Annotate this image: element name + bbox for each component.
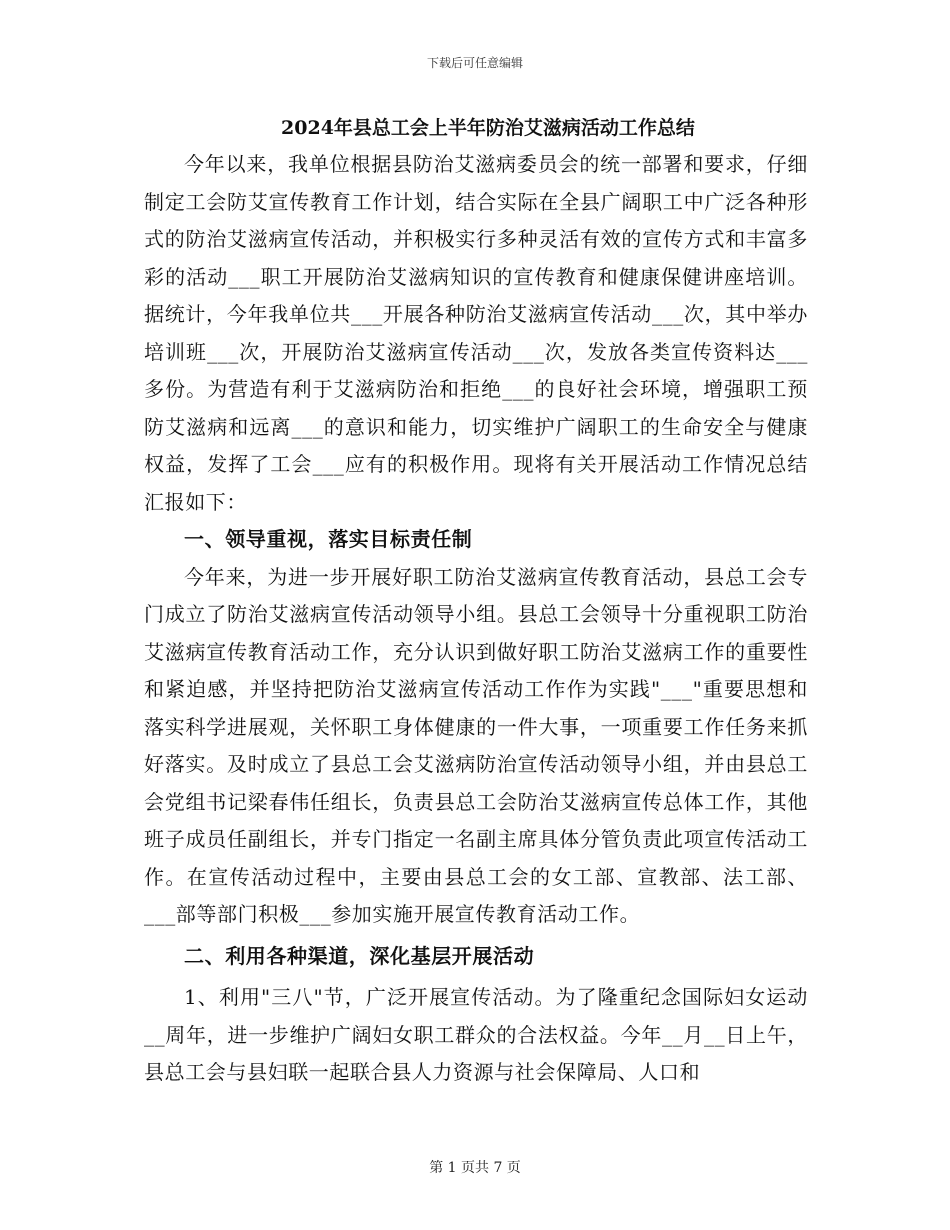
intro-paragraph: 今年以来，我单位根据县防治艾滋病委员会的统一部署和要求，仔细制定工会防艾宣传教育工作计划，结合实际在全县广阔职工中广泛各种形式的防治艾滋病宣传活动，并积极实行多种灵活有效的宣传方式和丰富多彩的活动___职工开展防治艾滋病知识的宣传教育和健康保健讲座培训。据统计，今年我单位共___开展各种防治艾滋病宣传活动___次，其中举办培训班___次，开展防治艾滋病宣传活动___次，发放各类宣传资料达___多份。为营造有利于艾滋病防治和拒绝___的良好社会环境，增强职工预防艾滋病和远离___的意识和能力，切实维护广阔职工的生命安全与健康权益，发挥了工会___应有的积极作用。现将有关开展活动工作情况总结汇报如下：: [144, 152, 808, 514]
page-number-footer: 第 1 页共 7 页: [429, 1160, 521, 1176]
section-1-paragraph: 今年来，为进一步开展好职工防治艾滋病宣传教育活动，县总工会专门成立了防治艾滋病宣传活动领导小组。县总工会领导十分重视职工防治艾滋病宣传教育活动工作，充分认识到做好职工防治艾滋病工作的重要性和紧迫感，并坚持把防治艾滋病宣传活动工作作为实践"___"重要思想和落实科学进展观，关怀职工身体健康的一件大事，一项重要工作任务来抓好落实。及时成立了县总工会艾滋病防治宣传活动领导小组，并由县总工会党组书记梁春伟任组长，负责县总工会防治艾滋病宣传总体工作，其他班子成员任副组长，并专门指定一名副主席具体分管负责此项宣传活动工作。在宣传活动过程中，主要由县总工会的女工部、宣教部、法工部、___部等部门积极___参加实施开展宣传教育活动工作。: [144, 564, 808, 926]
document-title: 2024年县总工会上半年防治艾滋病活动工作总结: [281, 117, 695, 139]
section-2-heading: 二、利用各种渠道，深化基层开展活动: [184, 943, 535, 968]
page-header-note: 下载后可任意编辑: [426, 56, 523, 70]
document-body: [144, 110, 808, 1092]
section-2-paragraph: 1、利用"三八"节，广泛开展宣传活动。为了隆重纪念国际妇女运动__周年，进一步维护广阔妇女职工群众的合法权益。今年__月__日上午，县总工会与县妇联一起联合县人力资源与社会保障局、人口和: [144, 985, 808, 1084]
section-1-heading: 一、领导重视，落实目标责任制: [184, 527, 473, 551]
